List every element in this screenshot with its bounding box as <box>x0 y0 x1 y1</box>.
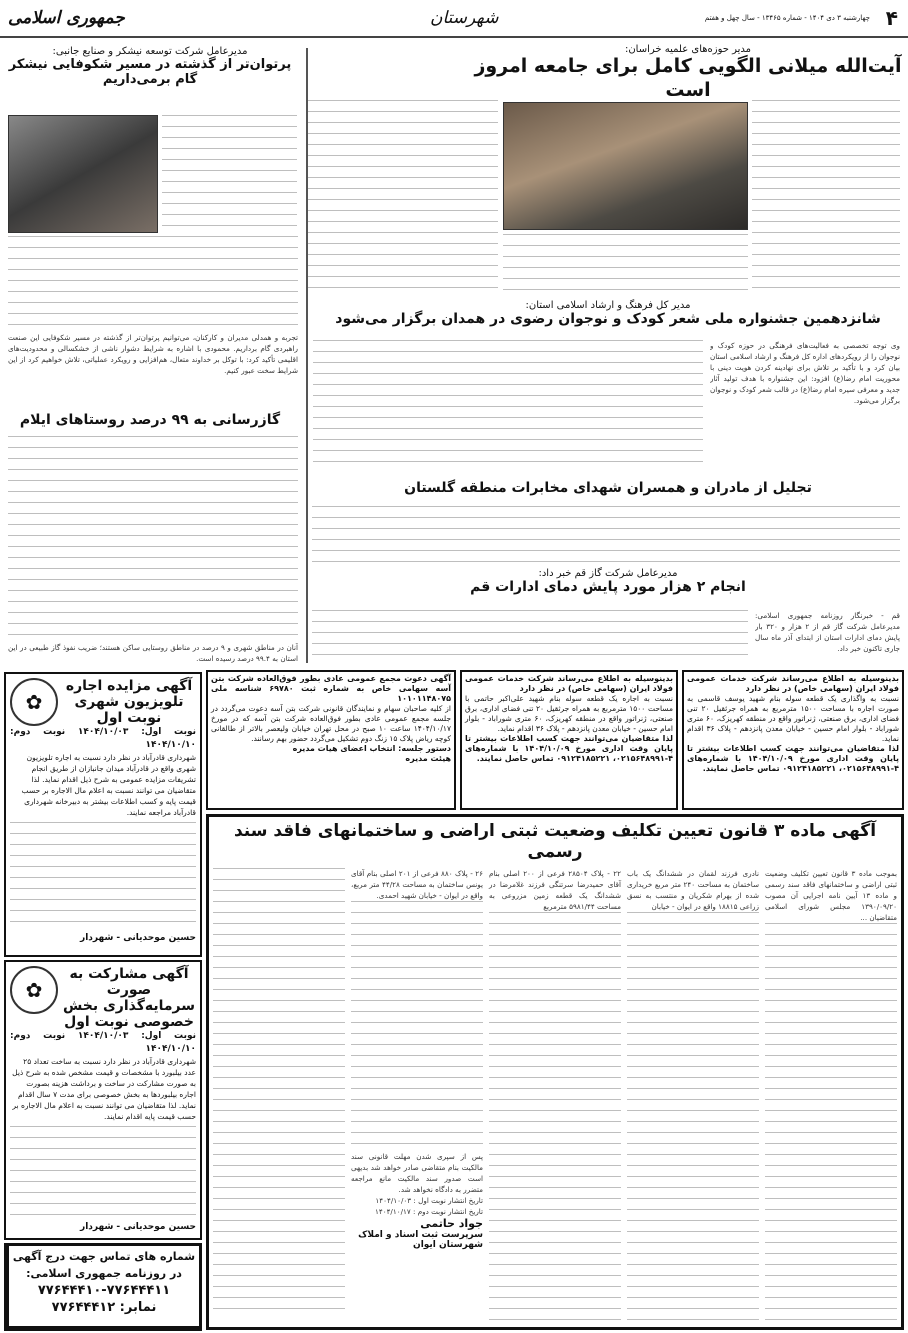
article-text <box>8 236 298 332</box>
article-text <box>308 100 498 298</box>
page-number: ۴ <box>885 6 898 30</box>
legal-item: نادری فرزند لقمان در ششدانگ یک باب ساختمان به مساحت ۲۴۰ متر مربع خریداری شده از بهرام شکریان و منتسب به نسق زراعی ۱۸۸۱۵ واقع در ایوان - خیابان <box>627 868 759 911</box>
kicker: مدیر کل فرهنگ و ارشاد اسلامی استان: <box>525 300 691 311</box>
ad-footer: لذا متقاضیان می‌توانند جهت کسب اطلاعات بیشتر تا پایان وقت اداری مورخ ۱۴۰۴/۱۰/۰۹ با شماره‌های ۴-۰۲۱۵۶۴۸۹۹۱، ۰۹۱۲۴۱۸۵۲۲۱ تماس حاصل نمایند. <box>465 734 674 763</box>
legal-text <box>489 912 621 1331</box>
headline: شانزدهمین جشنواره ملی شعر کودک و نوجوان رضوی در همدان برگزار می‌شود <box>335 311 881 327</box>
portrait-photo <box>8 115 158 233</box>
headline: پرتوان‌تر از گذشته در مسیر شکوفایی نیشکر گام برمی‌داریم <box>8 57 292 87</box>
ad-text <box>10 822 196 932</box>
dateline: چهارشنبه ۳ دی ۱۴۰۴ - شماره ۱۳۴۶۵ - سال چهل و هفتم <box>704 14 870 22</box>
legal-text <box>351 901 483 1151</box>
municipality-seal-icon: ✿ <box>10 966 58 1014</box>
legal-item: ۲۶ - پلاک ۸۸۰ فرعی از ۲۰۱ اصلی بنام آقای یونس ساختمان به مساحت ۴۴/۲۸ متر مربع، واقع در ایوان - خیابان شهید احمدی. <box>351 868 483 900</box>
ad-footer: لذا متقاضیان می‌توانند جهت کسب اطلاعات بیشتر تا پایان وقت اداری مورخ ۱۴۰۴/۱۰/۰۹ با شماره‌های ۴-۰۲۱۵۶۴۸۹۹۱، ۰۹۱۲۴۱۸۵۲۲۱ تماس حاصل نمایند. <box>687 744 899 773</box>
ad-body: از کلیه صاحبان سهام و نمایندگان قانونی شرکت بتن آسه دعوت می‌گردد در جلسه مجمع عمومی عادی بطور فوق‌العاده شرکت بتن آسه که در مورخ ۱۴۰۴/۱۰/۱۷ ساعت ۱۰ صبح در محل تهران خیابان ولیعصر بالاتر از طالقانی کوچه ریاض پلاک ۱۵ زنگ دوم تشکیل می‌گردد حضور بهم رسانند. <box>211 704 451 743</box>
story-poetry-festival <box>308 300 908 327</box>
contact-fax: نمابر: ۷۷۶۴۴۴۱۲ <box>51 1300 157 1315</box>
contact-phones: ۷۷۶۴۴۴۱۰-۷۷۶۴۴۴۱۱ <box>37 1283 171 1298</box>
ad-title: آگهی مزایده اجاره تلویزیون شهری نوبت اول <box>65 678 193 726</box>
publish-date-2: تاریخ انتشار نوبت دوم : ۱۴۰۴/۱۰/۱۷ <box>374 1206 483 1216</box>
story-sugarcane <box>0 46 300 87</box>
ad-text <box>10 1126 196 1221</box>
ad-body: شهرداری قادرآباد در نظر دارد نسبت به اجاره تلویزیون شهری واقع در قادرآباد میدان جانبازان از طریق انجام تشریفات مزایده عمومی به شرح ذیل اقدام نماید. لذا متقاضیان می توانند نسبت به اعلام مال الاجاره بر حسب قیمت پایه و کسب اطلاعات بیشتر به دبیرخانه شهرداری قادرآباد مراجعه نمایند. <box>21 753 196 817</box>
kicker: مدیرعامل شرکت توسعه نیشکر و صنایع جانبی: <box>52 46 248 57</box>
ad-title: آگهی مشارکت به صورت سرمایه‌گذاری بخش خصوصی نوبت اول <box>62 966 196 1030</box>
ad-title: بدینوسیله به اطلاع می‌رساند شرکت خدمات عمومی فولاد ایران (سهامی خاص) در نظر دارد <box>465 674 673 693</box>
ad-signature: هیئت مدیره <box>405 754 451 763</box>
ad-foolad-1 <box>682 670 904 810</box>
signer-title: سرپرست ثبت اسناد و املاک شهرستان ایوان <box>358 1229 483 1250</box>
ad-contact-box <box>4 1243 202 1331</box>
legal-text <box>627 912 759 1331</box>
headline-mokhaberat: تجلیل از مادران و همسران شهدای مخابرات منطقه گلستان <box>404 480 812 496</box>
legal-text <box>765 923 897 1331</box>
ad-dates: نوبت اول: ۱۴۰۴/۱۰/۰۳ نوبت دوم: ۱۴۰۴/۱۰/۱۰ <box>10 727 196 750</box>
article-text <box>503 234 748 298</box>
article-text <box>162 115 297 233</box>
ad-footer: دستور جلسه: انتخاب اعضای هیات مدیره <box>292 744 451 753</box>
kicker: مدیرعامل شرکت گاز قم خبر داد: <box>538 568 678 579</box>
headline: آیت‌الله میلانی الگویی کامل برای جامعه امروز است <box>474 55 902 101</box>
signer-name: جواد حاتمی <box>420 1216 483 1230</box>
headline: انجام ۲ هزار مورد پایش دمای ادارات قم <box>470 579 746 595</box>
article-text <box>313 340 703 465</box>
legal-item: ۲۲ - پلاک ۲۸۵۰۴ فرعی از ۲۰۰ اصلی بنام آقای حمیدرضا سرتنگی فرزند غلامرضا در ششدانگ یک قطعه زمین مزروعی به مساحت ۵۹۸۱/۴۴ مترمربع <box>489 868 621 911</box>
story-milani <box>468 44 908 103</box>
ad-title: بدینوسیله به اطلاع می‌رساند شرکت خدمات عمومی فولاد ایران (سهامی خاص) در نظر دارد <box>687 674 899 693</box>
ad-signature: حسین موحدیانی - شهردار <box>80 1222 196 1232</box>
publish-date-1: تاریخ انتشار نوبت اول : ۱۴۰۴/۱۰/۰۳ <box>375 1195 483 1205</box>
article-text: قم - خبرنگار روزنامه جمهوری اسلامی: مدیرعامل شرکت گاز قم از ۲ هزار و ۳۲۰ بار پایش دمای ادارات استان از ابتدای آذر ماه سال جاری تاکنون خبر داد. <box>755 611 900 653</box>
ad-legal-notice <box>206 814 904 1330</box>
ad-body: نسبت به واگذاری یک قطعه سوله بنام شهید یوسف قاسمی به صورت اجاره با مساحت ۱۵۰۰ مترمربع به همراه جرثقیل ۲۰ تنی فضای اداری، برق صنعتی، ژنراتور واقع در منطقه کهریزک، ۶۰ متری شوراباد - بلوار امام حسین - خیابان معدن پانزدهم - پلاک ۳۶ اقدام نماید. <box>687 694 899 743</box>
kicker: مدیر حوزه‌های علمیه خراسان: <box>624 44 752 55</box>
section-title: شهرستان <box>430 8 499 28</box>
article-text <box>752 100 900 298</box>
legal-title: آگهی ماده ۳ قانون تعیین تکلیف وضعیت ثبتی اراضی و ساختمانهای فاقد سند رسمی <box>233 821 877 863</box>
ad-body: شهرداری قادرآباد در نظر دارد نسبت به ساخت تعداد ۲۵ عدد بیلبورد با مشخصات و قیمت مشخص شده به شرح ذیل به صورت مشارکت در ساخت و برداشت هزینه بصورت اجاره بیلبوردها به بخش خصوصی برای مدت ۷ سال اقدام نماید. لذا متقاضیان می توانند نسبت به اعلام مال الاجاره بر حسب قیمت پایه اقدام نمایند. <box>12 1057 196 1121</box>
ad-tv-auction <box>4 672 202 957</box>
contact-line: در روزنامه جمهوری اسلامی: <box>26 1267 182 1280</box>
article-text: آنان در مناطق شهری و ۹ درصد در مناطق روستایی ساکن هستند؛ ضریب نفوذ گاز طبیعی در این استان به ۹۹.۴ درصد رسیده است. <box>8 643 298 663</box>
headline-ilam-gas: گازرسانی به ۹۹ درصد روستاهای ایلام <box>19 412 281 428</box>
ad-body: نسبت به اجاره یک قطعه سوله بنام شهید علی‌اکبر حاتمی با مساحت ۱۵۰۰ مترمربع به همراه جرثقیل ۲۰ تنی فضای اداری، برق صنعتی، ژنراتور واقع در منطقه کهریزک، ۶۰ متری شوراباد - بلوار امام حسین - خیابان معدن پانزدهم - پلاک ۳۶ اقدام نماید. <box>465 694 673 733</box>
conference-photo <box>503 102 748 230</box>
article-text <box>312 610 748 665</box>
legal-intro: بموجب ماده ۳ قانون تعیین تکلیف وضعیت ثبتی اراضی و ساختمانهای فاقد سند رسمی و ماده ۱۳ آیین نامه اجرایی آن مصوب ۱۳۹۰/۰۹/۲۰ مجلس شورای اسلامی متقاضیان ... <box>765 868 898 922</box>
article-text <box>312 506 900 562</box>
ad-signature: حسین موحدیانی - شهردار <box>80 933 196 943</box>
municipality-seal-icon: ✿ <box>10 678 58 726</box>
contact-line: شماره های تماس جهت درج آگهی <box>12 1250 196 1263</box>
legal-text <box>213 868 345 1318</box>
article-text: وی توجه تخصصی به فعالیت‌های فرهنگی در حوزه کودک و نوجوان را از رویکردهای اداره کل فرهنگ و ارشاد اسلامی استان بیان کرد و با تأکید بر تلاش برای نهادینه کردن هویت دینی با محوریت امام رضا(ع) افزود: این جشنواره با هدف تولید آثار جدید و معرفی سیره امام رضا(ع) در قالب شعر کودک و نوجوان برگزار می‌شود. <box>710 341 900 405</box>
article-text <box>8 436 298 641</box>
legal-closing: پس از سپری شدن مهلت قانونی سند مالکیت بنام متقاضی صادر خواهد شد بدیهی است صدور سند مالکیت مانع مراجعه متضرر به دادگاه نخواهد شد. <box>351 1151 483 1194</box>
ad-dates: نوبت اول: ۱۴۰۴/۱۰/۰۳ نوبت دوم: ۱۴۰۴/۱۰/۱۰ <box>10 1031 196 1054</box>
page-header <box>0 0 908 38</box>
ad-partnership <box>4 960 202 1240</box>
masthead-logo: جمهوری اسلامی <box>8 8 125 28</box>
ad-foolad-2 <box>460 670 678 810</box>
ad-title: آگهی دعوت مجمع عمومی عادی بطور فوق‌العاده شرکت بتن آسه سهامی خاص به شماره ثبت ۶۹۷۸۰ شناسه ملی ۱۰۱۰۱۱۴۸۰۷۵ <box>211 674 451 703</box>
article-text: تجربه و همدلی مدیران و کارکنان، می‌توانیم پرتوان‌تر از گذشته در مسیر شکوفایی این صنعت راهبردی گام برداریم. محمودی با اشاره به شرایط دشوار ناشی از خشکسالی و محدودیت‌های اقلیمی تأکید کرد: با توکل بر خداوند متعال، هم‌افزایی و رویکرد عملیاتی، تلاش خواهیم کرد از این شرایط سخت عبور کنیم. <box>8 333 298 375</box>
story-gas-qom <box>308 568 908 595</box>
ad-beton-aseh <box>206 670 456 810</box>
